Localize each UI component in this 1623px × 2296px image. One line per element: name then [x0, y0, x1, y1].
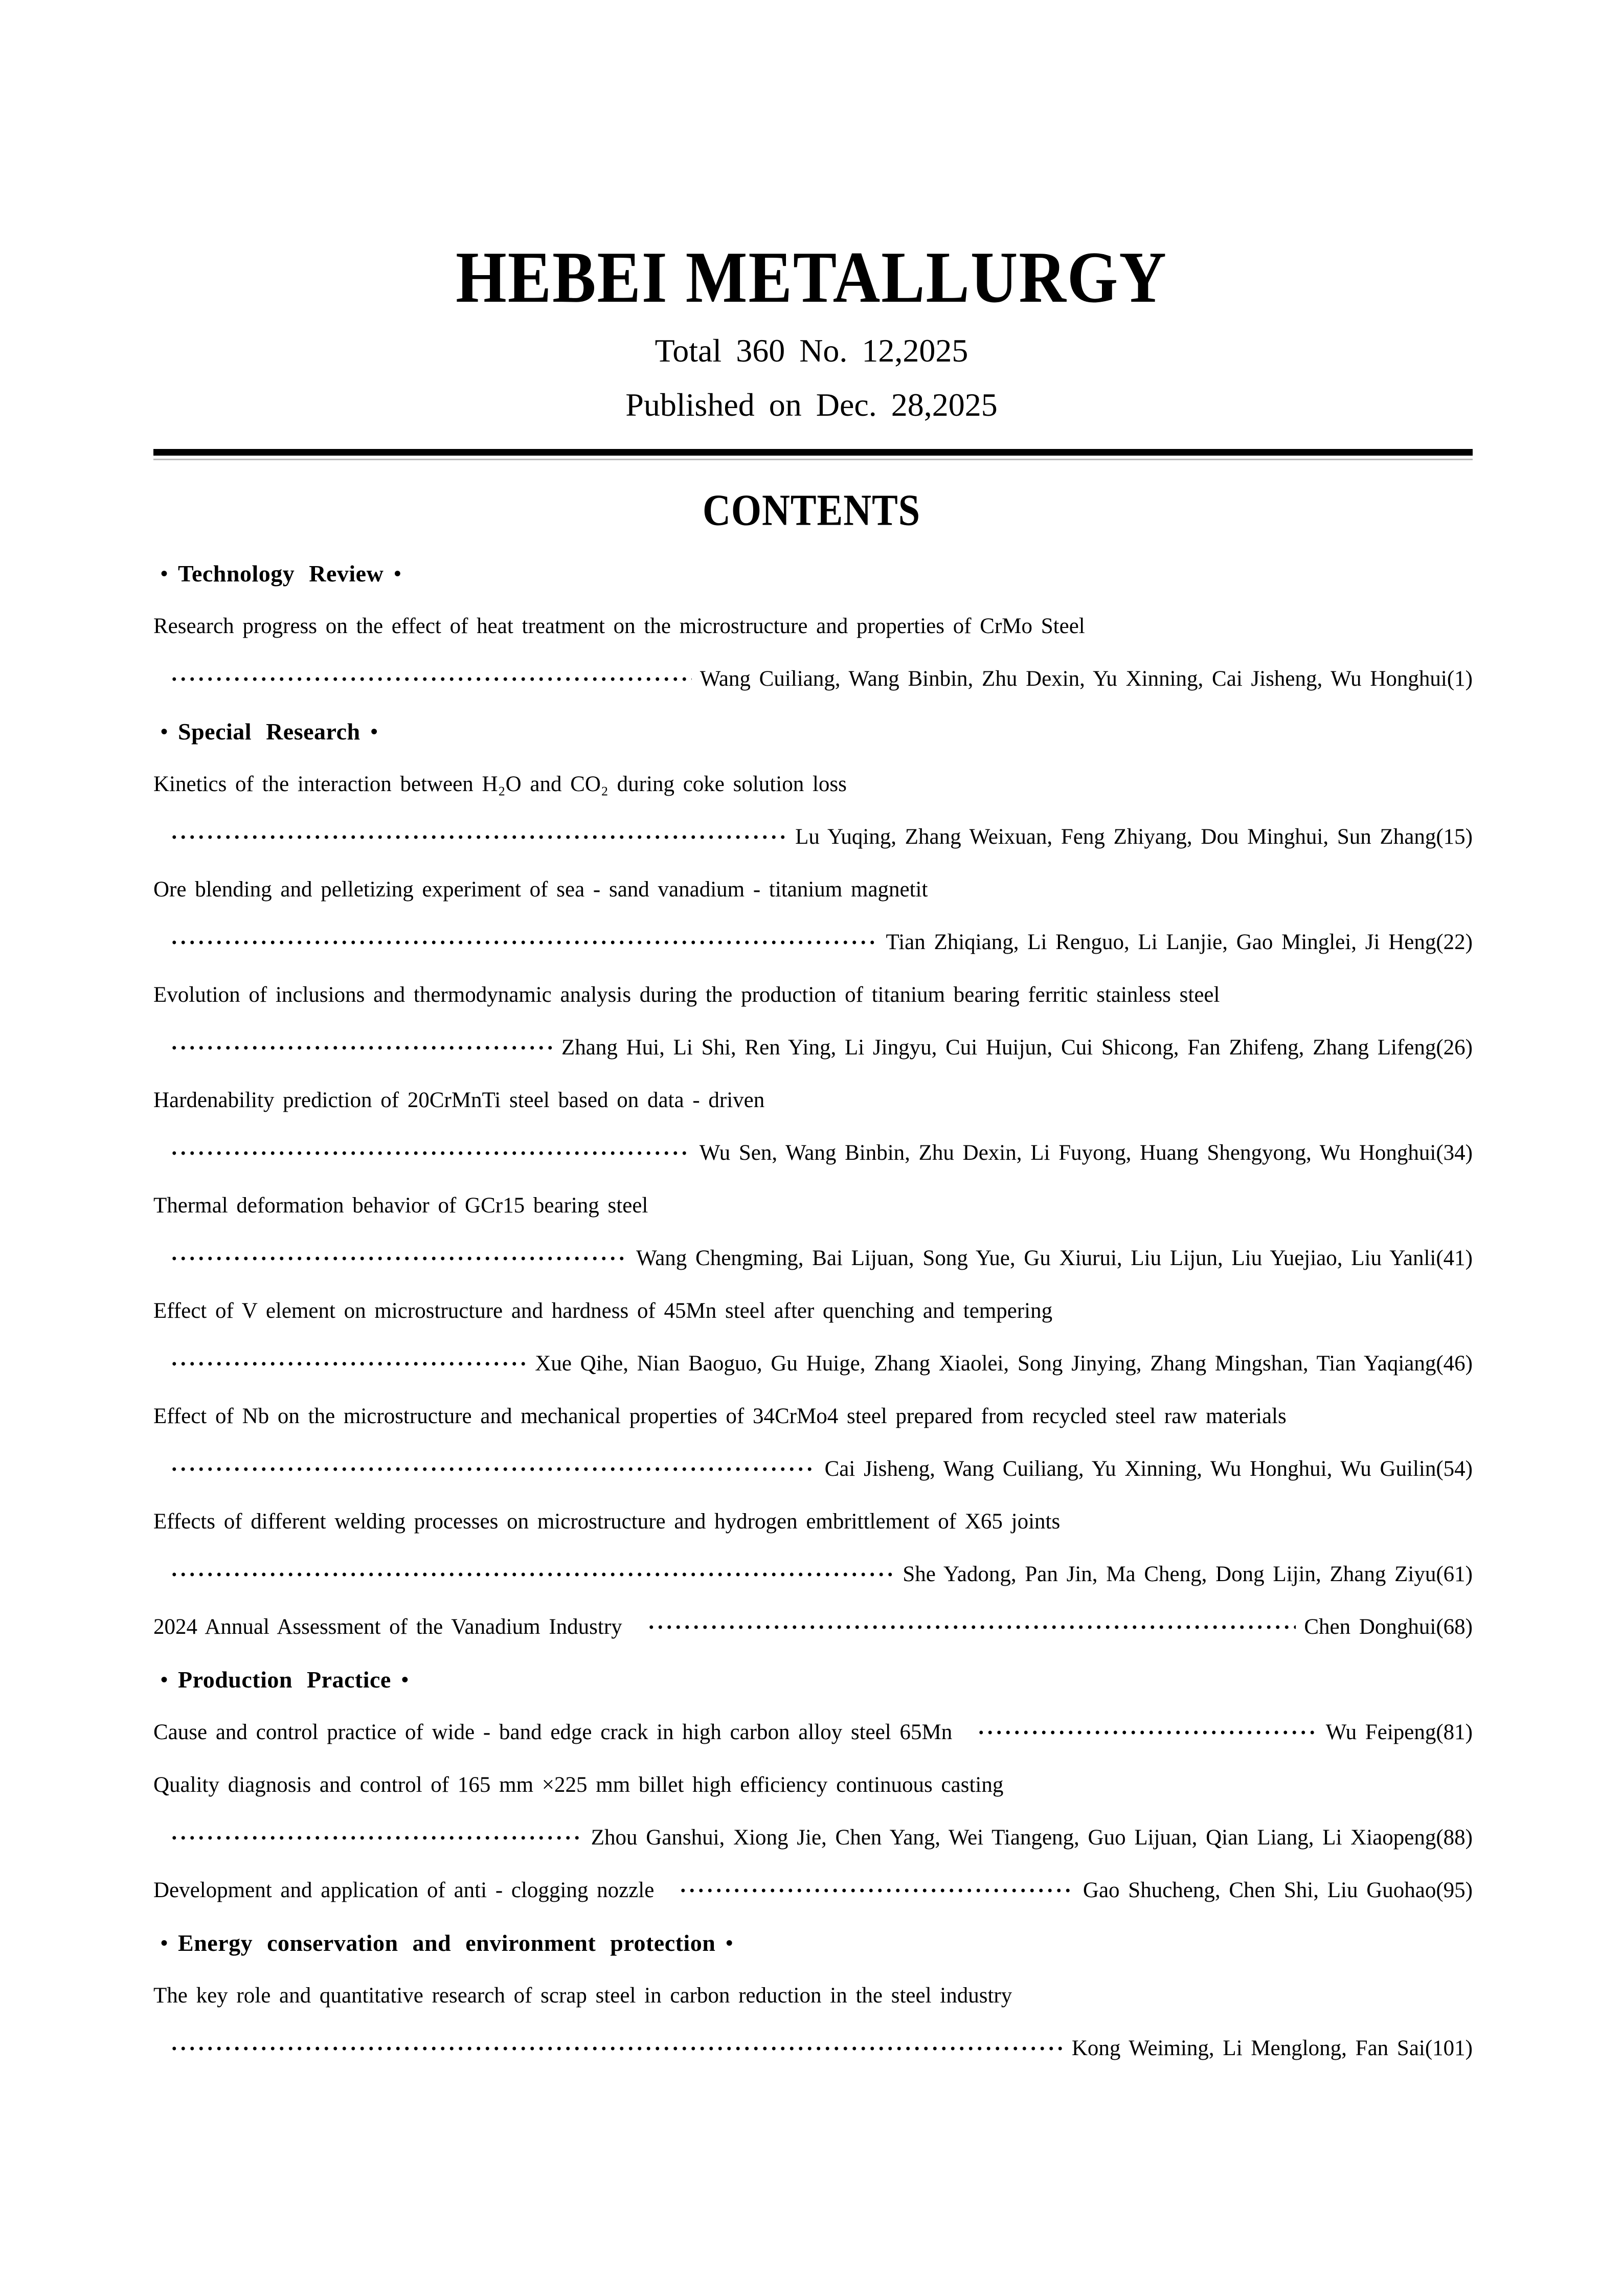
bullet-icon: • — [370, 719, 378, 743]
article-authors: Wu Feipeng — [1325, 1720, 1436, 1744]
leader-dots — [169, 1232, 628, 1285]
article-title: Hardenability prediction of 20CrMnTi steel based on data - driven — [153, 1088, 765, 1112]
toc-list — [153, 547, 1473, 2075]
page-number: (88) — [1436, 1825, 1473, 1850]
section-header — [153, 547, 1473, 600]
article-authors-row — [153, 1811, 1473, 1864]
section-label: Technology Review — [178, 560, 384, 587]
page-number: (95) — [1436, 1878, 1473, 1902]
leader-dots — [976, 1706, 1317, 1759]
article-title-row — [153, 758, 1473, 811]
article-title-row — [153, 1759, 1473, 1811]
article-authors: Lu Yuqing, Zhang Weixuan, Feng Zhiyang, Dou Minghui, Sun Zhang — [795, 824, 1436, 849]
leader-dots — [169, 811, 787, 863]
page-number: (68) — [1436, 1614, 1473, 1639]
article-title: Development and application of anti - clogging nozzle — [153, 1878, 655, 1902]
article-row — [153, 1706, 1473, 1759]
section-label: Production Practice — [178, 1666, 391, 1693]
leader-dots — [646, 1601, 1296, 1653]
article-row — [153, 1864, 1473, 1917]
section-label: Energy conservation and environment protection — [178, 1929, 716, 1956]
leader-dots — [169, 652, 692, 705]
article-title: Thermal deformation behavior of GCr15 bearing steel — [153, 1193, 648, 1218]
article-authors: Wang Chengming, Bai Lijuan, Song Yue, Gu Xiurui, Liu Lijun, Liu Yuejiao, Liu Yanli — [636, 1246, 1436, 1270]
page-number: (54) — [1436, 1456, 1473, 1481]
article-title: Effect of Nb on the microstructure and mechanical properties of 34CrMo4 steel prepared from recycled steel raw materials — [153, 1404, 1287, 1428]
article-authors-row — [153, 652, 1473, 705]
leader-dots — [169, 1548, 894, 1601]
article-authors: Gao Shucheng, Chen Shi, Liu Guohao — [1083, 1878, 1436, 1902]
leader-dots — [169, 1021, 553, 1074]
header-divider — [153, 449, 1473, 461]
journal-masthead — [0, 0, 1623, 318]
page-number: (34) — [1436, 1140, 1473, 1165]
article-authors-row — [153, 1232, 1473, 1285]
article-title-row — [153, 863, 1473, 916]
article-title: Effect of V element on microstructure and hardness of 45Mn steel after quenching and tempering — [153, 1298, 1053, 1323]
article-title: 2024 Annual Assessment of the Vanadium Industry — [153, 1614, 622, 1639]
article-authors: Kong Weiming, Li Menglong, Fan Sai — [1071, 2036, 1425, 2060]
leader-dots — [169, 916, 877, 969]
article-authors: Wang Cuiliang, Wang Binbin, Zhu Dexin, Yu Xinning, Cai Jisheng, Wu Honghui — [700, 666, 1447, 691]
article-authors: Cai Jisheng, Wang Cuiliang, Yu Xinning, Wu Honghui, Wu Guilin — [824, 1456, 1436, 1481]
article-authors-row — [153, 811, 1473, 863]
page-number: (101) — [1425, 2036, 1473, 2060]
article-authors: Chen Donghui — [1304, 1614, 1436, 1639]
page-number: (15) — [1436, 824, 1473, 849]
article-title-row — [153, 969, 1473, 1021]
bullet-icon: • — [161, 719, 168, 743]
journal-title: HEBEI METALLURGY — [456, 236, 1167, 318]
article-title-row — [153, 1969, 1473, 2022]
article-row — [153, 1601, 1473, 1653]
page-number: (46) — [1436, 1351, 1473, 1376]
contents-heading-wrap — [0, 485, 1623, 535]
leader-dots — [169, 1337, 527, 1390]
article-authors: Wu Sen, Wang Binbin, Zhu Dexin, Li Fuyong, Huang Shengyong, Wu Honghui — [699, 1140, 1436, 1165]
article-title-row — [153, 1390, 1473, 1443]
bullet-icon: • — [161, 561, 168, 585]
leader-dots — [169, 1443, 817, 1495]
article-authors-row — [153, 1443, 1473, 1495]
article-title: Research progress on the effect of heat treatment on the microstructure and properties of CrMo Steel — [153, 614, 1085, 638]
page-number: (1) — [1447, 666, 1473, 691]
article-authors-row — [153, 916, 1473, 969]
divider-thin-line — [153, 459, 1473, 460]
article-title: Cause and control practice of wide - band edge crack in high carbon alloy steel 65Mn — [153, 1720, 953, 1744]
article-title-row — [153, 600, 1473, 652]
article-title: Quality diagnosis and control of 165 mm ×225 mm billet high efficiency continuous casting — [153, 1772, 1004, 1797]
article-authors: Zhou Ganshui, Xiong Jie, Chen Yang, Wei Tiangeng, Guo Lijuan, Qian Liang, Li Xiaopeng — [591, 1825, 1436, 1850]
leader-dots — [169, 1127, 691, 1179]
article-authors-row — [153, 2022, 1473, 2075]
article-authors: Xue Qihe, Nian Baoguo, Gu Huige, Zhang Xiaolei, Song Jinying, Zhang Mingshan, Tian Yaqiang — [535, 1351, 1436, 1376]
article-title: The key role and quantitative research of scrap steel in carbon reduction in the steel industry — [153, 1983, 1012, 2008]
article-authors: Tian Zhiqiang, Li Renguo, Li Lanjie, Gao Minglei, Ji Heng — [886, 930, 1436, 954]
page-number: (41) — [1436, 1246, 1473, 1270]
article-authors: She Yadong, Pan Jin, Ma Cheng, Dong Lijin, Zhang Ziyu — [903, 1562, 1436, 1586]
article-title-row — [153, 1074, 1473, 1127]
article-title-row — [153, 1495, 1473, 1548]
section-header — [153, 705, 1473, 758]
issue-line: Total 360 No. 12,2025 — [655, 332, 968, 369]
article-title-row — [153, 1179, 1473, 1232]
bullet-icon: • — [394, 561, 401, 585]
article-authors-row — [153, 1337, 1473, 1390]
section-label: Special Research — [178, 718, 360, 745]
page-number: (61) — [1436, 1562, 1473, 1586]
bullet-icon: • — [726, 1931, 733, 1954]
published-line: Published on Dec. 28,2025 — [625, 387, 998, 423]
leader-dots — [678, 1864, 1075, 1917]
leader-dots — [169, 1811, 583, 1864]
article-title-row — [153, 1285, 1473, 1337]
section-header — [153, 1653, 1473, 1706]
article-authors-row — [153, 1021, 1473, 1074]
page-number: (81) — [1436, 1720, 1473, 1744]
article-authors-row — [153, 1548, 1473, 1601]
section-header — [153, 1917, 1473, 1969]
article-authors-row — [153, 1127, 1473, 1179]
bullet-icon: • — [161, 1931, 168, 1954]
page-number: (22) — [1436, 930, 1473, 954]
article-authors: Zhang Hui, Li Shi, Ren Ying, Li Jingyu, Cui Huijun, Cui Shicong, Fan Zhifeng, Zhang Lifeng — [561, 1035, 1436, 1060]
bullet-icon: • — [401, 1668, 409, 1691]
divider-bar — [153, 449, 1473, 456]
article-title: Evolution of inclusions and thermodynamic analysis during the production of titanium bearing ferritic stainless steel — [153, 982, 1220, 1007]
article-title: Effects of different welding processes on microstructure and hydrogen embrittlement of X65 joints — [153, 1509, 1061, 1534]
leader-dots — [169, 2022, 1064, 2075]
page-number: (26) — [1436, 1035, 1473, 1060]
article-title: Kinetics of the interaction between H₂O and CO₂ during coke solution loss — [153, 772, 847, 796]
bullet-icon: • — [161, 1668, 168, 1691]
article-title: Ore blending and pelletizing experiment of sea - sand vanadium - titanium magnetit — [153, 877, 928, 902]
contents-heading: CONTENTS — [702, 485, 921, 535]
